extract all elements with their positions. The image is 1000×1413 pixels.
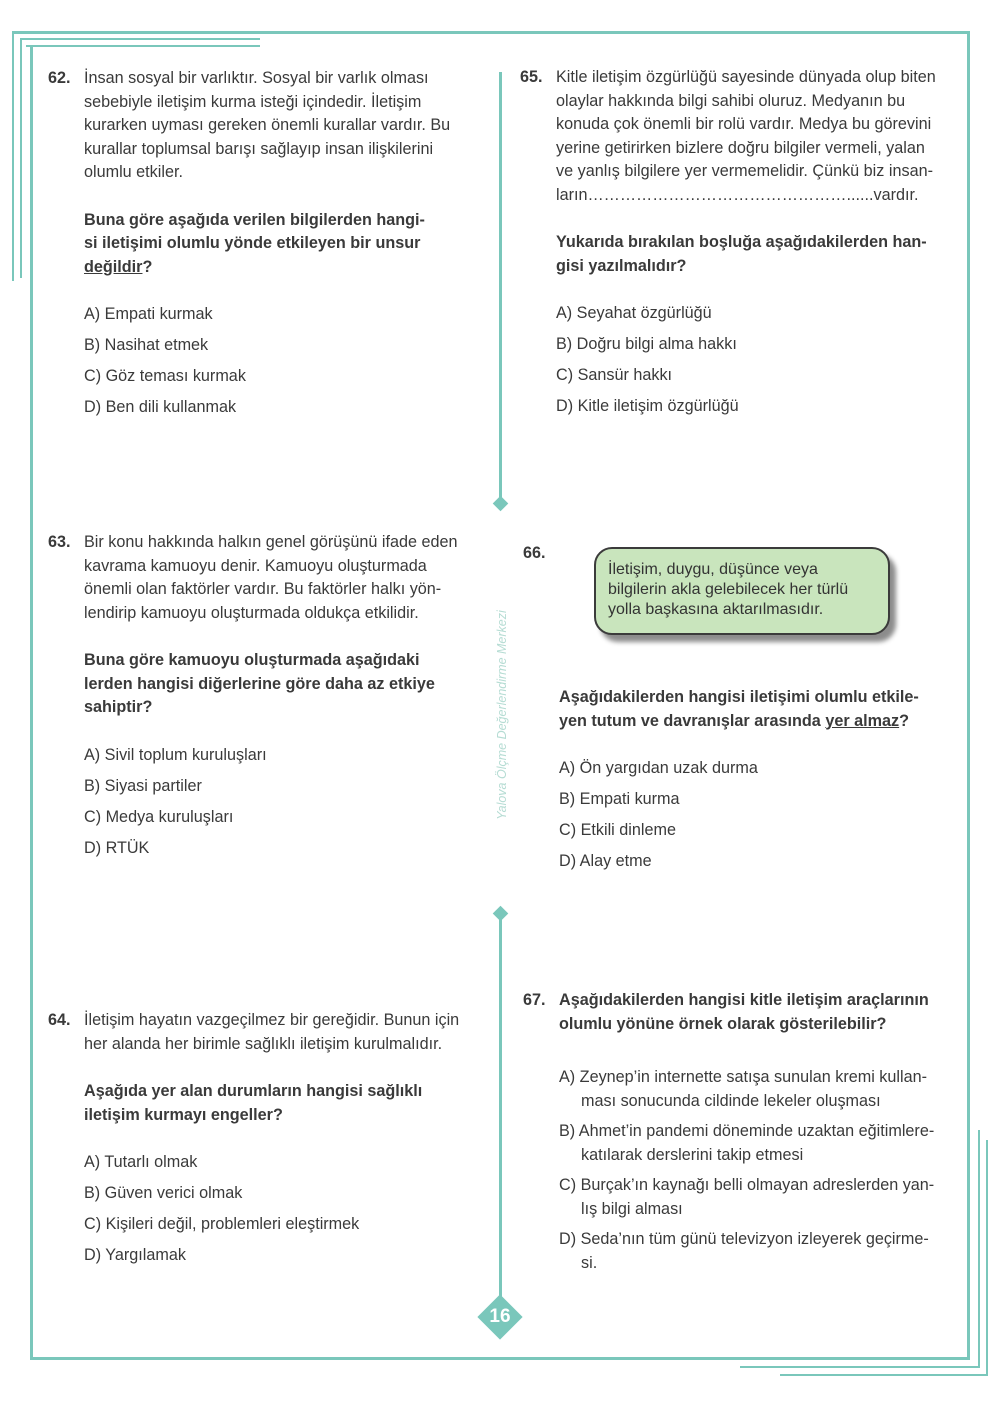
stem-line: Buna göre kamuoyu oluşturmada aşağıdaki [84, 651, 420, 669]
stem-line: olumlu yönüne örnek olarak gösterilebilir? [559, 1014, 887, 1033]
stem-line: si iletişimi olumlu yönde etkileyen bir unsur [84, 234, 421, 252]
stem-line: sahiptir? [84, 698, 153, 716]
frame-line-bottom-3 [780, 1374, 988, 1376]
stem-underlined-word: değildir [84, 257, 143, 276]
divider-diamond-top [493, 496, 509, 512]
frame-line-top-3 [26, 45, 260, 47]
question-text-line: kavrama kamuoyu denir. Kamuoyu oluşturmada [84, 556, 427, 575]
frame-line-right-2 [978, 1130, 980, 1368]
option-a[interactable] [559, 1066, 963, 1113]
option-c[interactable]: C) Etkili dinleme [559, 821, 676, 839]
question-text-line: kurarken uyması gereken önemli kurallar vardır. Bu [84, 116, 451, 134]
question-64 [48, 1009, 488, 1275]
question-text-line: İletişim hayatın vazgeçilmez bir gereğidir. Bunun için [84, 1011, 460, 1029]
option-a[interactable]: A) Tutarlı olmak [84, 1153, 198, 1171]
options [84, 1151, 488, 1268]
option-a[interactable]: A) Ön yargıdan uzak durma [559, 759, 758, 777]
frame-line-right-main [967, 31, 970, 1360]
option-d[interactable]: D) Alay etme [559, 852, 652, 870]
question-text-line: olumlu etkiler. [84, 163, 183, 181]
option-line: B) Ahmet’in pandemi döneminde uzaktan eğitimlere- [559, 1122, 935, 1140]
option-c[interactable]: C) Medya kuruluşları [84, 807, 234, 826]
option-b[interactable]: B) Siyasi partiler [84, 776, 202, 795]
question-stem [559, 686, 963, 733]
page-number: 16 [489, 1306, 511, 1327]
center-divider-top [499, 72, 502, 498]
callout-line: bilgilerin akla gelebilecek her türlü [608, 581, 849, 598]
definition-callout [594, 547, 890, 635]
callout-line: İletişim, duygu, düşünce veya [608, 561, 818, 578]
stem-line: gisi yazılmalıdır? [556, 256, 687, 275]
option-c[interactable]: C) Sansür hakkı [556, 366, 673, 384]
option-line: katılarak derslerini takip etmesi [581, 1145, 804, 1164]
option-a[interactable]: A) Empati kurmak [84, 305, 213, 323]
stem-line: Aşağıda yer alan durumların hangisi sağlıklı [84, 1082, 423, 1100]
option-a[interactable]: A) Seyahat özgürlüğü [556, 304, 712, 322]
option-b[interactable]: B) Empati kurma [559, 790, 680, 808]
option-a[interactable]: A) Sivil toplum kuruluşları [84, 745, 267, 764]
option-d[interactable]: D) Kitle iletişim özgürlüğü [556, 397, 739, 415]
frame-line-left-outer [12, 31, 14, 281]
callout-line: yolla başkasına aktarılmasıdır. [608, 601, 824, 618]
question-number: 65. [520, 68, 543, 86]
question-text-line: kurallar toplumsal barışı sağlayıp insan ilişkilerini [84, 139, 434, 158]
stem-line: Buna göre aşağıda verilen bilgilerden hangi- [84, 210, 425, 229]
option-line: lış bilgi alması [581, 1199, 683, 1218]
question-text-line: konuda çok önemli bir rolü vardır. Medya bu görevini [556, 115, 932, 133]
question-text-line: ların…………………………………………......vardır. [556, 185, 919, 204]
question-stem [84, 1080, 488, 1127]
question-text-line: Bir konu hakkında halkın genel görüşünü ifade eden [84, 533, 458, 551]
question-text-line: lendirip kamuoyu oluşturmada oldukça etkilidir. [84, 603, 419, 622]
question-text-line: sebebiyle iletişim kurma isteği içindedir. İletişim [84, 92, 422, 111]
frame-line-left-main [30, 47, 33, 1360]
option-c[interactable]: C) Kişileri değil, problemleri eleştirmek [84, 1215, 360, 1233]
stem-line: Aşağıdakilerden hangisi kitle iletişim araçlarının [559, 991, 929, 1009]
option-b[interactable]: B) Nasihat etmek [84, 336, 209, 354]
option-b[interactable]: B) Doğru bilgi alma hakkı [556, 335, 737, 353]
question-67 [523, 989, 963, 1282]
question-65 [520, 66, 960, 426]
question-text-line: İnsan sosyal bir varlıktır. Sosyal bir varlık olması [84, 69, 429, 87]
option-line: si. [581, 1253, 598, 1272]
frame-line-left-mid [20, 38, 22, 278]
option-d[interactable]: D) Yargılamak [84, 1246, 186, 1264]
stem-line: iletişim kurmayı engeller? [84, 1105, 283, 1124]
stem-line: lerden hangisi diğerlerine göre daha az etkiye [84, 674, 435, 693]
question-number: 66. [523, 544, 546, 562]
stem-line: Yukarıda bırakılan boşluğa aşağıdakilerden han- [556, 233, 927, 251]
question-number: 62. [48, 69, 71, 87]
question-text-line: ve yanlış bilgilere yer vermemelidir. Çünkü biz insan- [556, 162, 933, 180]
option-line: A) Zeynep’in internette satışa sunulan kremi kullan- [559, 1068, 927, 1086]
frame-line-top-2 [20, 38, 260, 40]
question-text-line: önemli olan faktörler vardır. Bu faktörler halkı yön- [84, 580, 442, 598]
stem-underlined-word: yer almaz [825, 711, 900, 730]
stem-line: Aşağıdakilerden hangisi iletişimi olumlu etkile- [559, 688, 919, 706]
question-number: 67. [523, 991, 546, 1009]
question-stem [84, 649, 488, 720]
frame-line-top-1 [12, 31, 970, 34]
question-text-line: Kitle iletişim özgürlüğü sayesinde dünyada olup biten [556, 68, 936, 86]
question-number: 63. [48, 533, 71, 551]
question-66-stem-block [523, 686, 963, 881]
option-line: ması sonucunda cildinde lekeler oluşması [581, 1091, 881, 1110]
options [559, 757, 963, 874]
frame-line-bottom-2 [740, 1366, 980, 1368]
stem-line [84, 256, 488, 280]
option-b[interactable] [559, 1120, 963, 1167]
question-62 [48, 67, 488, 427]
question-63 [48, 531, 488, 868]
center-divider-bottom [499, 919, 502, 1301]
stem-end: ? [142, 257, 153, 276]
frame-line-right-3 [986, 1140, 988, 1376]
option-b[interactable]: B) Güven verici olmak [84, 1184, 243, 1202]
option-c[interactable]: C) Göz teması kurmak [84, 367, 246, 385]
stem-line-part: yen tutum ve davranışlar arasında [559, 711, 826, 730]
option-d[interactable]: D) RTÜK [84, 838, 150, 857]
option-c[interactable] [559, 1174, 963, 1221]
option-line: D) Seda’nın tüm günü televizyon izleyerek geçirme- [559, 1230, 929, 1248]
stem-line [559, 710, 963, 734]
options [84, 303, 488, 420]
options [84, 744, 488, 861]
option-d[interactable]: D) Ben dili kullanmak [84, 398, 237, 416]
option-d[interactable] [559, 1228, 963, 1275]
question-stem [84, 209, 488, 280]
question-text-line: her alanda her birimle sağlıklı iletişim kurulmalıdır. [84, 1034, 443, 1053]
frame-line-bottom-main [30, 1357, 970, 1360]
watermark: Yalova Ölçme Değerlendirme Merkezi [495, 610, 509, 820]
question-text-line: olaylar hakkında bilgi sahibi oluruz. Medyanın bu [556, 91, 906, 110]
question-stem [556, 231, 960, 278]
stem-end: ? [899, 711, 909, 730]
question-text-line: yerine getirirken bizlere doğru bilgiler vermeli, yalan [556, 138, 925, 157]
question-stem [559, 989, 963, 1036]
options [559, 1066, 963, 1275]
question-number: 64. [48, 1011, 71, 1029]
options [556, 302, 960, 419]
option-line: C) Burçak’ın kaynağı belli olmayan adreslerden yan- [559, 1176, 935, 1194]
